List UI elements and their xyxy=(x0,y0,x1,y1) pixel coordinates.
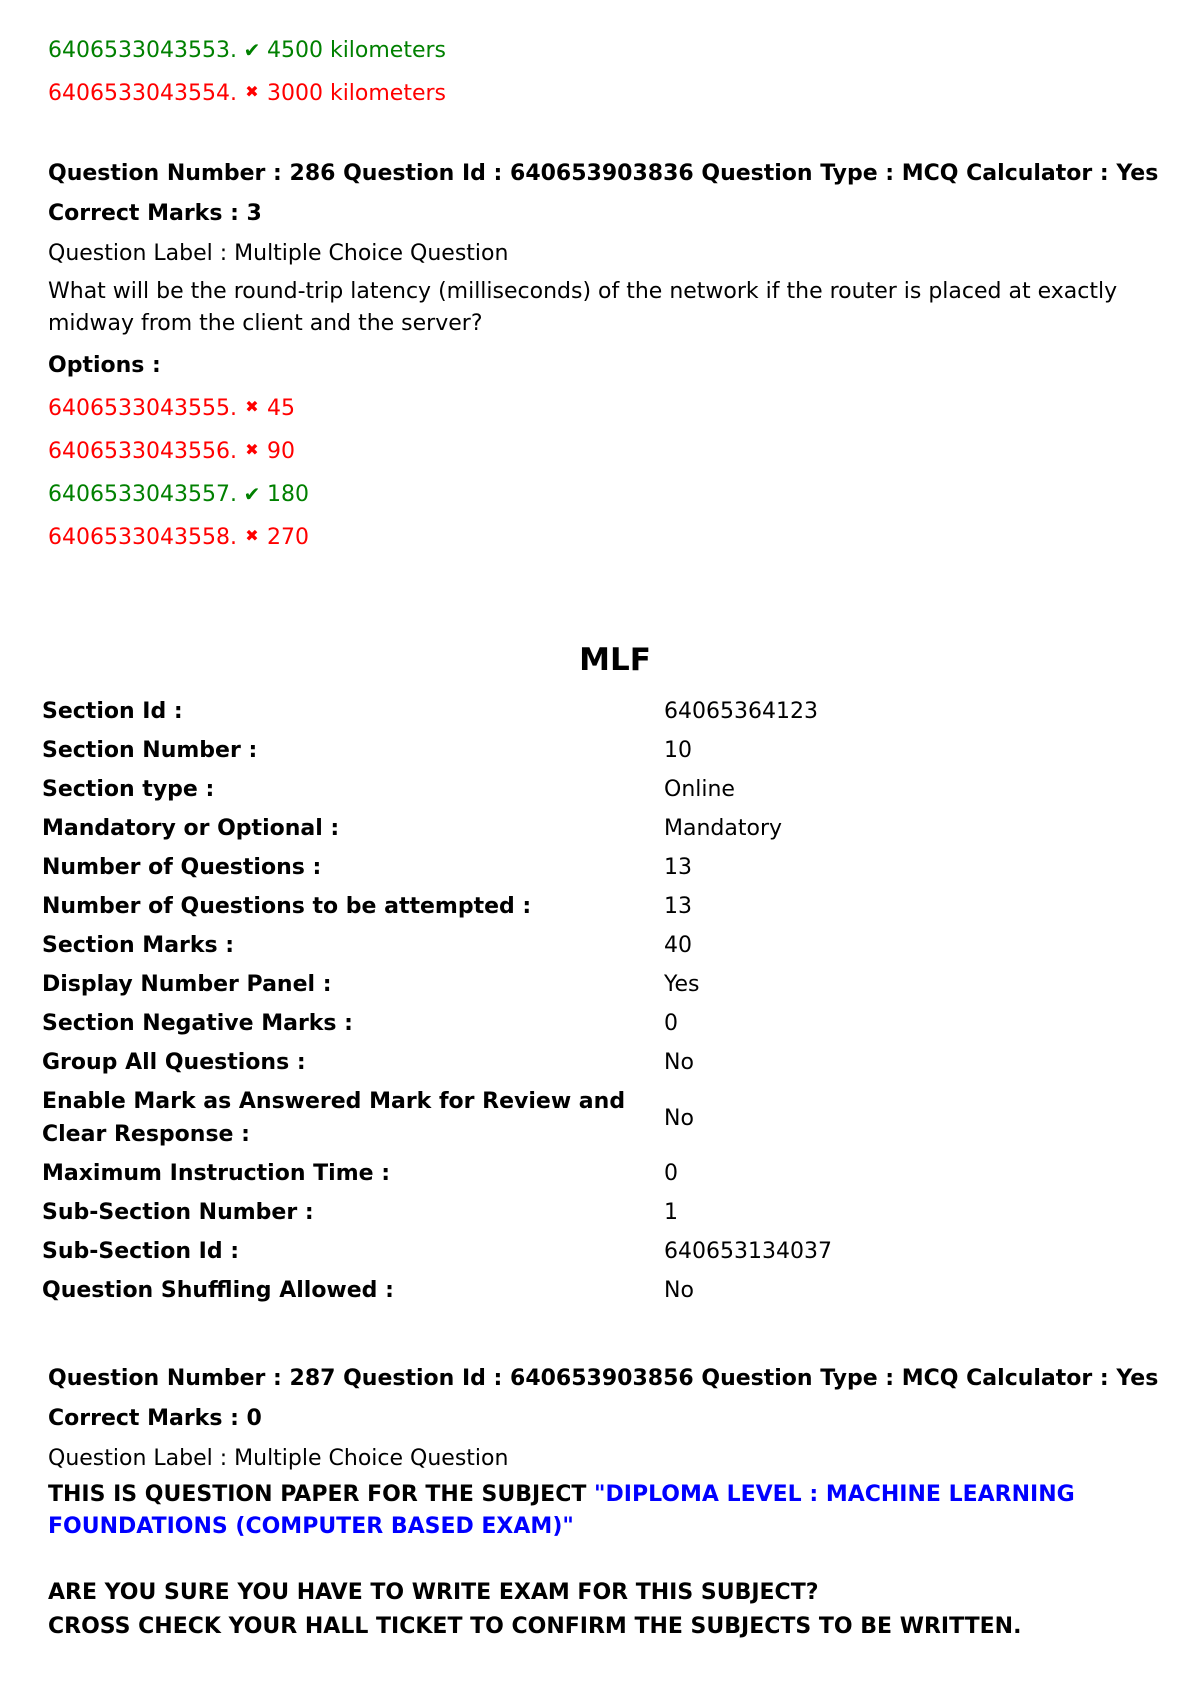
section-field-value: No xyxy=(664,1050,694,1075)
notice-line: ARE YOU SURE YOU HAVE TO WRITE EXAM FOR THIS SUBJECT? xyxy=(48,1580,819,1605)
section-field-label: Section Marks : xyxy=(42,933,235,958)
section-row xyxy=(36,1232,1150,1271)
section-field-label: Section type : xyxy=(42,777,215,802)
section-details-table xyxy=(36,692,1150,1310)
option-id: 6406533043554. xyxy=(48,81,237,106)
section-row xyxy=(36,692,1150,731)
option-text: 90 xyxy=(266,439,295,464)
section-field-value: 10 xyxy=(664,738,692,763)
section-field-label: Enable Mark as Answered Mark for Review and Clear Response : xyxy=(42,1089,626,1147)
section-row xyxy=(36,1271,1150,1310)
option-row xyxy=(48,396,295,421)
section-title: MLF xyxy=(579,642,651,678)
section-row xyxy=(36,965,1150,1004)
section-field-value: 1 xyxy=(664,1200,678,1225)
check-icon: ✔ xyxy=(243,482,261,506)
subject-prefix: THIS IS QUESTION PAPER FOR THE SUBJECT xyxy=(48,1482,595,1507)
section-field-label: Section Number : xyxy=(42,738,258,763)
section-row xyxy=(36,1004,1150,1043)
cross-icon: ✖ xyxy=(245,526,259,545)
section-field-label: Section Id : xyxy=(42,699,183,724)
subject-name: "DIPLOMA LEVEL : MACHINE LEARNING FOUNDATIONS (COMPUTER BASED EXAM)" xyxy=(48,1482,1075,1539)
section-field-value: 0 xyxy=(664,1011,678,1036)
section-field-label: Section Negative Marks : xyxy=(42,1011,353,1036)
section-field-label: Group All Questions : xyxy=(42,1050,306,1075)
cross-icon: ✖ xyxy=(245,397,259,416)
section-row xyxy=(36,926,1150,965)
section-field-value: 40 xyxy=(664,933,692,958)
option-id: 6406533043555. xyxy=(48,396,237,421)
notice xyxy=(48,1576,1021,1644)
question-header: Question Number : 286 Question Id : 640653903836 Question Type : MCQ Calculator : Yes xyxy=(48,161,1159,186)
section-field-label: Maximum Instruction Time : xyxy=(42,1161,390,1186)
section-field-label: Question Shuffling Allowed : xyxy=(42,1278,394,1303)
option-text: 45 xyxy=(266,396,295,421)
cross-icon: ✖ xyxy=(245,440,259,459)
section-field-label: Display Number Panel : xyxy=(42,972,332,997)
section-row xyxy=(36,1154,1150,1193)
option-row xyxy=(48,81,446,106)
option-text: 3000 kilometers xyxy=(266,81,447,106)
section-field-value: Online xyxy=(664,777,735,802)
correct-marks: Correct Marks : 3 xyxy=(48,201,262,226)
option-row xyxy=(48,482,309,507)
correct-marks: Correct Marks : 0 xyxy=(48,1406,262,1431)
subject-statement xyxy=(48,1479,1158,1543)
section-row xyxy=(36,809,1150,848)
option-text: 180 xyxy=(266,482,309,507)
section-row xyxy=(36,1043,1150,1082)
section-field-label: Mandatory or Optional : xyxy=(42,816,340,841)
section-field-value: Mandatory xyxy=(664,816,783,841)
option-row xyxy=(48,525,309,550)
option-id: 6406533043557. xyxy=(48,482,237,507)
option-id: 6406533043556. xyxy=(48,439,237,464)
notice-line: CROSS CHECK YOUR HALL TICKET TO CONFIRM THE SUBJECTS TO BE WRITTEN. xyxy=(48,1614,1022,1639)
section-field-value: Yes xyxy=(664,972,700,997)
options-label: Options : xyxy=(48,353,161,378)
option-text: 270 xyxy=(266,525,309,550)
question-header: Question Number : 287 Question Id : 640653903856 Question Type : MCQ Calculator : Yes xyxy=(48,1366,1159,1391)
question-label: Question Label : Multiple Choice Question xyxy=(48,241,509,266)
section-field-label: Number of Questions to be attempted : xyxy=(42,894,532,919)
check-icon: ✔ xyxy=(243,38,261,62)
section-field-value: No xyxy=(664,1105,694,1131)
section-field-value: 0 xyxy=(664,1161,678,1186)
section-field-label: Number of Questions : xyxy=(42,855,322,880)
option-id: 6406533043553. xyxy=(48,38,237,63)
option-id: 6406533043558. xyxy=(48,525,237,550)
section-row xyxy=(36,1082,1150,1154)
question-label: Question Label : Multiple Choice Question xyxy=(48,1446,509,1471)
question-text: What will be the round-trip latency (milliseconds) of the network if the router is placed at exactly midway from the client and the server? xyxy=(48,279,1118,336)
section-field-label: Sub-Section Number : xyxy=(42,1200,314,1225)
section-row xyxy=(36,731,1150,770)
section-field-value: 13 xyxy=(664,894,692,919)
section-field-label: Sub-Section Id : xyxy=(42,1239,240,1264)
option-row xyxy=(48,439,295,464)
section-row xyxy=(36,1193,1150,1232)
option-text: 4500 kilometers xyxy=(266,38,447,63)
option-row xyxy=(48,38,446,63)
section-row xyxy=(36,848,1150,887)
section-field-value: 64065364123 xyxy=(664,699,818,724)
section-field-value: No xyxy=(664,1278,694,1303)
cross-icon: ✖ xyxy=(245,82,259,101)
section-field-value: 13 xyxy=(664,855,692,880)
section-field-value: 640653134037 xyxy=(664,1239,832,1264)
section-row xyxy=(36,770,1150,809)
section-row xyxy=(36,887,1150,926)
